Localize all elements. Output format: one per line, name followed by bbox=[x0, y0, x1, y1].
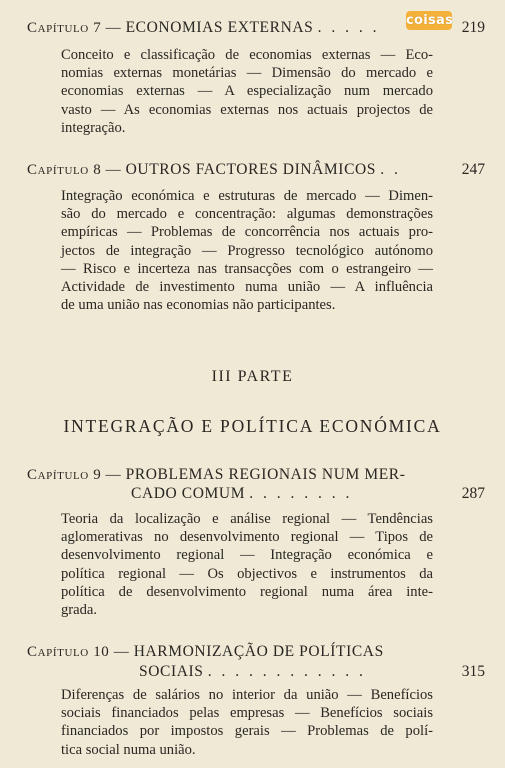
summary-line: são do mercado e concentração: algumas demonstrações bbox=[61, 206, 433, 223]
chapter-7-summary bbox=[61, 46, 433, 137]
chapter-10-title: HARMONIZAÇÃO DE POLÍTICAS bbox=[133, 643, 384, 660]
chapter-8-heading bbox=[27, 161, 401, 179]
chapter-10-prefix: Capítulo 10 — bbox=[27, 644, 134, 660]
summary-line: economias externas — A especialização num mercado bbox=[61, 83, 433, 100]
summary-line: nomias externas monetárias — Dimensão do mercado e bbox=[61, 65, 433, 82]
chapter-8-page-number: 247 bbox=[461, 161, 485, 178]
summary-line: jectos de integração — Progresso tecnológico autónomo bbox=[61, 242, 433, 259]
chapter-10-page-number: 315 bbox=[461, 663, 485, 680]
chapter-10-summary bbox=[61, 686, 433, 759]
summary-line: tica social numa união. bbox=[61, 741, 196, 758]
chapter-7-heading bbox=[27, 19, 379, 37]
chapter-9-heading-cont bbox=[131, 485, 352, 503]
watermark-logo: coisas bbox=[406, 13, 454, 28]
summary-line: desenvolvimento regional — Integração económica e bbox=[61, 547, 433, 564]
summary-line: política regional — Os objectivos e instrumentos da bbox=[61, 565, 433, 582]
chapter-8-title: OUTROS FACTORES DINÂMICOS bbox=[125, 161, 377, 178]
chapter-7-prefix: Capítulo 7 — bbox=[27, 20, 126, 36]
chapter-8-prefix: Capítulo 8 — bbox=[27, 162, 126, 178]
chapter-9-heading bbox=[27, 466, 406, 484]
chapter-9-dots: . . . . . . . . bbox=[249, 485, 353, 502]
summary-line: Teoria da localização e análise regional — Tendências bbox=[61, 511, 433, 527]
summary-line: Integração económica e estruturas de mercado — Dimen- bbox=[61, 188, 433, 204]
chapter-10-title-cont: SOCIAIS bbox=[139, 663, 204, 680]
part-title: INTEGRAÇÃO E POLÍTICA ECONÓMICA bbox=[63, 416, 442, 436]
summary-line: — Risco e incerteza nas transacções com o estrangeiro — bbox=[61, 260, 433, 277]
chapter-8-summary bbox=[61, 187, 433, 314]
chapter-9-page-number: 287 bbox=[461, 485, 485, 502]
summary-line: de uma união nas economias não participantes. bbox=[61, 297, 336, 314]
chapter-10-heading-cont bbox=[139, 663, 366, 681]
chapter-9-title: PROBLEMAS REGIONAIS NUM MER- bbox=[125, 466, 406, 483]
summary-line: empíricas — Problemas de concorrência nos actuais pro- bbox=[61, 224, 433, 241]
summary-line: Actividade de investimento numa união — A influência bbox=[61, 279, 433, 296]
summary-line: vasto — As economias externas nos actuais projectos de bbox=[61, 101, 433, 118]
summary-line: integração. bbox=[61, 119, 126, 136]
chapter-9-summary bbox=[61, 510, 433, 619]
summary-line: aglomerativas no desenvolvimento regional — Tipos de bbox=[61, 529, 433, 546]
chapter-10-dots: . . . . . . . . . . . . bbox=[207, 663, 366, 680]
summary-line: Conceito e classificação de economias externas — Eco- bbox=[61, 47, 433, 63]
part-label: III PARTE bbox=[211, 368, 294, 385]
summary-line: financiados por impostos gerais — Problemas de polí- bbox=[61, 723, 433, 740]
chapter-9-prefix: Capítulo 9 — bbox=[27, 467, 126, 483]
chapter-8-dots: . . bbox=[380, 161, 401, 178]
chapter-7-page-number: 219 bbox=[461, 19, 485, 36]
chapter-9-title-cont: CADO COMUM bbox=[131, 485, 246, 502]
chapter-10-heading bbox=[27, 643, 384, 661]
chapter-7-dots: . . . . . bbox=[317, 19, 380, 36]
summary-line: política de desenvolvimento regional numa área inte- bbox=[61, 583, 433, 600]
summary-line: sociais financiados pelas empresas — Benefícios sociais bbox=[61, 705, 433, 722]
chapter-7-title: ECONOMIAS EXTERNAS bbox=[125, 19, 314, 36]
summary-line: grada. bbox=[61, 602, 98, 619]
summary-line: Diferenças de salários no interior da união — Benefícios bbox=[61, 687, 433, 703]
